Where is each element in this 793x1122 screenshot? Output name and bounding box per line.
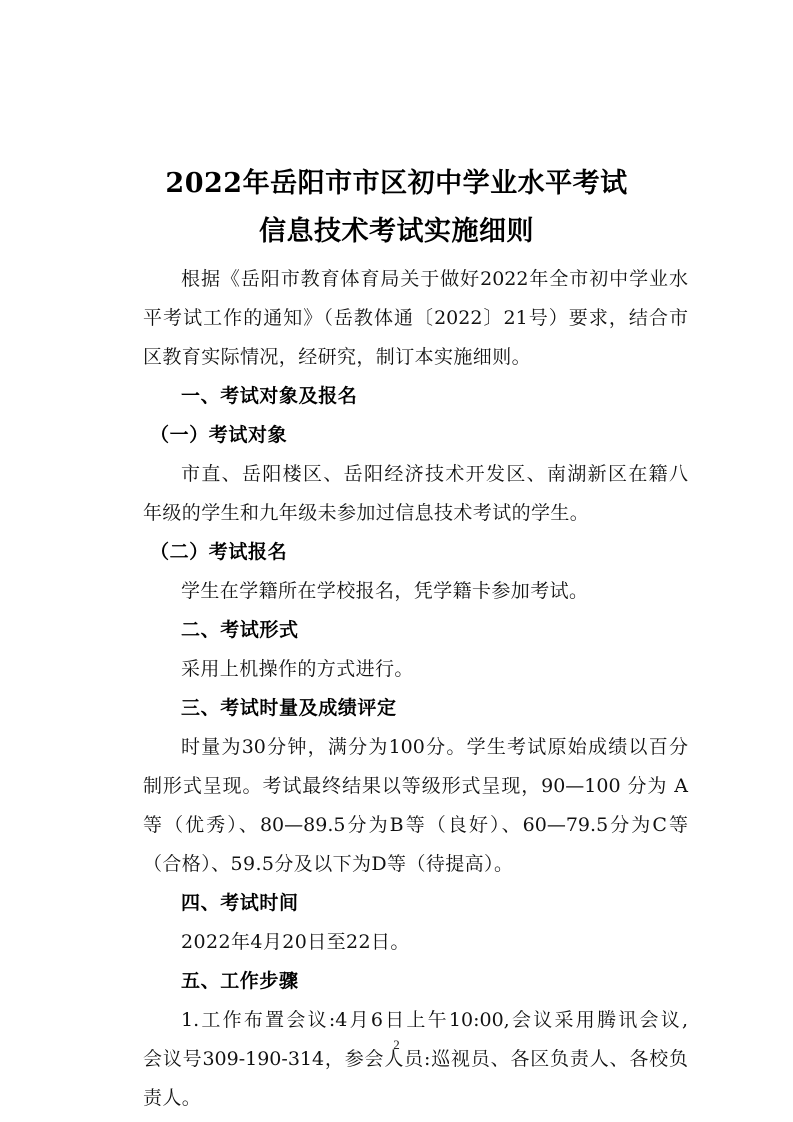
section-3-line-3: 等（优秀）、80—89.5分为B等（良好）、60—79.5分为C等 <box>143 814 688 836</box>
intro-line-1: 根据《岳阳市教育体育局关于做好2022年全市初中学业水 <box>181 268 688 290</box>
section-1-sub-2-heading: （二）考试报名 <box>150 541 288 563</box>
section-5-line-1: 1.工作布置会议:4月6日上午10:00,会议采用腾讯会议, <box>181 1009 688 1031</box>
section-4-heading: 四、考试时间 <box>181 892 299 914</box>
intro-line-2: 平考试工作的通知》（岳教体通〔2022〕21号）要求，结合市 <box>143 307 688 329</box>
section-1-sub-1-heading: （一）考试对象 <box>150 424 288 446</box>
section-5-heading: 五、工作步骤 <box>181 970 299 992</box>
section-1-sub-1-line-2: 年级的学生和九年级未参加过信息技术考试的学生。 <box>143 502 590 524</box>
section-1-sub-2-line-1: 学生在学籍所在学校报名，凭学籍卡参加考试。 <box>181 580 589 602</box>
section-5-line-3: 责人。 <box>143 1087 202 1109</box>
section-1-heading: 一、考试对象及报名 <box>181 385 358 407</box>
section-5-line-2: 会议号309-190-314，参会人员:巡视员、各区负责人、各校负 <box>143 1048 688 1070</box>
document-title-line-1: 2022年岳阳市市区初中学业水平考试 <box>165 168 628 199</box>
section-3-line-4: （合格）、59.5分及以下为D等（待提高）。 <box>143 853 514 875</box>
section-2-heading: 二、考试形式 <box>181 619 299 641</box>
document-title-line-2: 信息技术考试实施细则 <box>259 216 534 247</box>
section-3-heading: 三、考试时量及成绩评定 <box>181 697 397 719</box>
page-number: 2 <box>393 1037 400 1052</box>
section-3-line-2: 制形式呈现。考试最终结果以等级形式呈现，90—100 分为 A <box>143 775 688 797</box>
section-1-sub-1-line-1: 市直、岳阳楼区、岳阳经济技术开发区、南湖新区在籍八 <box>181 463 688 485</box>
section-4-line-1: 2022年4月20日至22日。 <box>181 931 410 953</box>
section-3-line-1: 时量为30分钟，满分为100分。学生考试原始成绩以百分 <box>181 736 688 758</box>
intro-line-3: 区教育实际情况，经研究，制订本实施细则。 <box>143 346 532 368</box>
section-2-line-1: 采用上机操作的方式进行。 <box>181 658 414 680</box>
